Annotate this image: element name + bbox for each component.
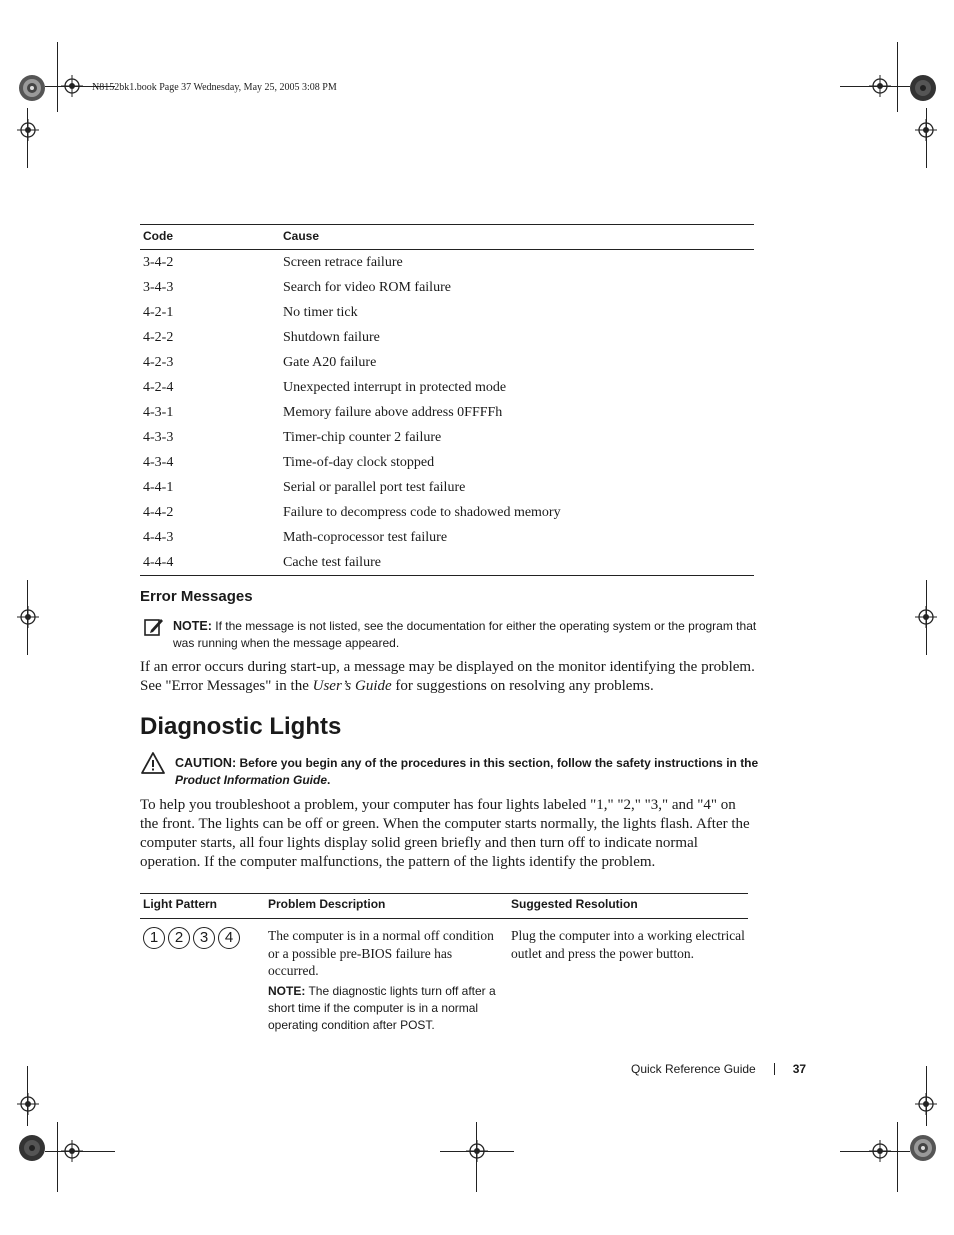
code-cell: 4-3-3 — [143, 429, 174, 445]
product-information-guide-title: Product Information Guide — [175, 773, 327, 787]
caution-end: . — [327, 773, 331, 787]
code-cell: 4-2-4 — [143, 379, 174, 395]
diagnostic-light-1: 1 — [143, 927, 165, 949]
diagnostic-lights-paragraph: To help you troubleshoot a problem, your computer has four lights labeled "1," "2," "3," and "4" on the front. The lights can be off or green. When the computer starts normally, the lights flash. After the computer starts, all four lights display solid green briefly and then turn off to indicate normal operation. If the computer malfunctions, the pattern of the lights identify the problem. — [140, 797, 750, 870]
caution-text: Before you begin any of the procedures in this section, follow the safety instructions in the — [239, 756, 759, 770]
diagnostic-light-3: 3 — [193, 927, 215, 949]
table-body — [140, 250, 754, 576]
problem-description-cell — [265, 919, 508, 1034]
column-header-problem-description: Problem Description — [265, 894, 508, 919]
code-cell: 4-4-2 — [143, 504, 174, 520]
table-row — [140, 325, 754, 350]
code-cell: 4-4-3 — [143, 529, 174, 545]
table-row — [140, 300, 754, 325]
code-cell: 4-4-1 — [143, 479, 174, 495]
table-header-row — [140, 894, 748, 919]
paragraph-text: If an error occurs during start-up, a message may be displayed on the monitor identifying the problem. See "Error Messages" in the — [140, 659, 755, 694]
table-row — [140, 450, 754, 475]
table-row — [140, 525, 754, 550]
code-cell: 4-3-1 — [143, 404, 174, 420]
caution-diagnostic-lights — [175, 755, 759, 789]
table-row — [140, 400, 754, 425]
registration-mark-icon — [61, 75, 83, 97]
diagnostic-light-4: 4 — [218, 927, 240, 949]
color-target-icon — [909, 74, 937, 102]
cause-cell: Cache test failure — [280, 550, 754, 576]
page-number: 37 — [792, 1062, 807, 1076]
column-header-code: Code — [140, 225, 280, 250]
users-guide-title: User’s Guide — [312, 678, 392, 694]
color-target-icon — [909, 1134, 937, 1162]
cause-cell: Time-of-day clock stopped — [283, 454, 435, 470]
problem-description: The computer is in a normal off condition or a possible pre-BIOS failure has occurred. — [268, 928, 494, 978]
diagnostic-light-2: 2 — [168, 927, 190, 949]
cause-cell: Unexpected interrupt in protected mode — [283, 379, 507, 395]
registration-mark-icon — [17, 606, 39, 628]
registration-mark-icon — [61, 1140, 83, 1162]
caution-label: CAUTION: — [175, 756, 237, 770]
cause-cell: No timer tick — [283, 304, 358, 320]
error-messages-paragraph — [140, 658, 756, 696]
page-footer — [631, 1062, 806, 1076]
registration-mark-icon — [17, 1093, 39, 1115]
print-slug: N8152bk1.book Page 37 Wednesday, May 25, 2005 3:08 PM — [92, 82, 337, 93]
note-label: NOTE: — [268, 983, 306, 998]
table-row — [140, 375, 754, 400]
code-cell: 3-4-2 — [143, 254, 174, 270]
section-heading-error-messages: Error Messages — [140, 588, 253, 605]
cause-cell: Memory failure above address 0FFFFh — [283, 404, 503, 420]
cause-cell: Search for video ROM failure — [283, 279, 451, 295]
light-pattern-cell — [140, 919, 265, 1034]
registration-mark-icon — [869, 75, 891, 97]
color-target-icon — [18, 1134, 46, 1162]
table-row — [140, 275, 754, 300]
light-pattern-table — [140, 893, 748, 1034]
registration-mark-icon — [466, 1140, 488, 1162]
paragraph-text: for suggestions on resolving any problems. — [391, 678, 654, 694]
table-row — [140, 550, 754, 576]
suggested-resolution-cell: Plug the computer into a working electrical outlet and press the power button. — [511, 928, 745, 961]
code-cell: 4-2-2 — [143, 329, 174, 345]
column-header-light-pattern: Light Pattern — [140, 894, 265, 919]
cause-cell: Screen retrace failure — [283, 254, 403, 270]
registration-mark-icon — [915, 606, 937, 628]
table-row — [140, 350, 754, 375]
registration-mark-icon — [915, 1093, 937, 1115]
light-pattern-indicator — [143, 927, 262, 949]
note-label: NOTE: — [173, 619, 212, 633]
color-target-icon — [18, 74, 46, 102]
table-row — [140, 250, 754, 276]
cause-cell: Timer-chip counter 2 failure — [283, 429, 442, 445]
registration-mark-icon — [17, 119, 39, 141]
code-cell: 4-2-3 — [143, 354, 174, 370]
code-cell: 4-4-4 — [140, 550, 280, 576]
table-note — [268, 983, 505, 1034]
column-header-cause: Cause — [280, 225, 754, 250]
registration-mark-icon — [869, 1140, 891, 1162]
registration-mark-icon — [915, 119, 937, 141]
table-header-row — [140, 225, 754, 250]
note-pencil-icon — [144, 617, 164, 637]
footer-separator — [774, 1063, 775, 1075]
section-heading-diagnostic-lights: Diagnostic Lights — [140, 713, 342, 740]
note-text: If the message is not listed, see the documentation for either the operating system or the program that was running when the message appeared. — [173, 619, 757, 650]
note-error-messages — [173, 618, 759, 652]
footer-title: Quick Reference Guide — [631, 1062, 756, 1076]
code-cell: 4-3-4 — [143, 454, 174, 470]
cause-cell: Shutdown failure — [283, 329, 380, 345]
code-cell: 4-2-1 — [143, 304, 174, 320]
table-row — [140, 919, 748, 1034]
cause-cell: Gate A20 failure — [283, 354, 377, 370]
cause-cell: Serial or parallel port test failure — [283, 479, 466, 495]
beep-code-table — [140, 224, 754, 576]
table-row — [140, 475, 754, 500]
table-row — [140, 425, 754, 450]
cause-cell: Failure to decompress code to shadowed memory — [283, 504, 561, 520]
note-text: The diagnostic lights turn off after a short time if the computer is in a normal operating condition after POST. — [268, 983, 496, 1032]
code-cell: 3-4-3 — [143, 279, 174, 295]
column-header-suggested-resolution: Suggested Resolution — [508, 894, 748, 919]
table-row — [140, 500, 754, 525]
cause-cell: Math-coprocessor test failure — [283, 529, 448, 545]
caution-triangle-icon — [140, 751, 166, 775]
